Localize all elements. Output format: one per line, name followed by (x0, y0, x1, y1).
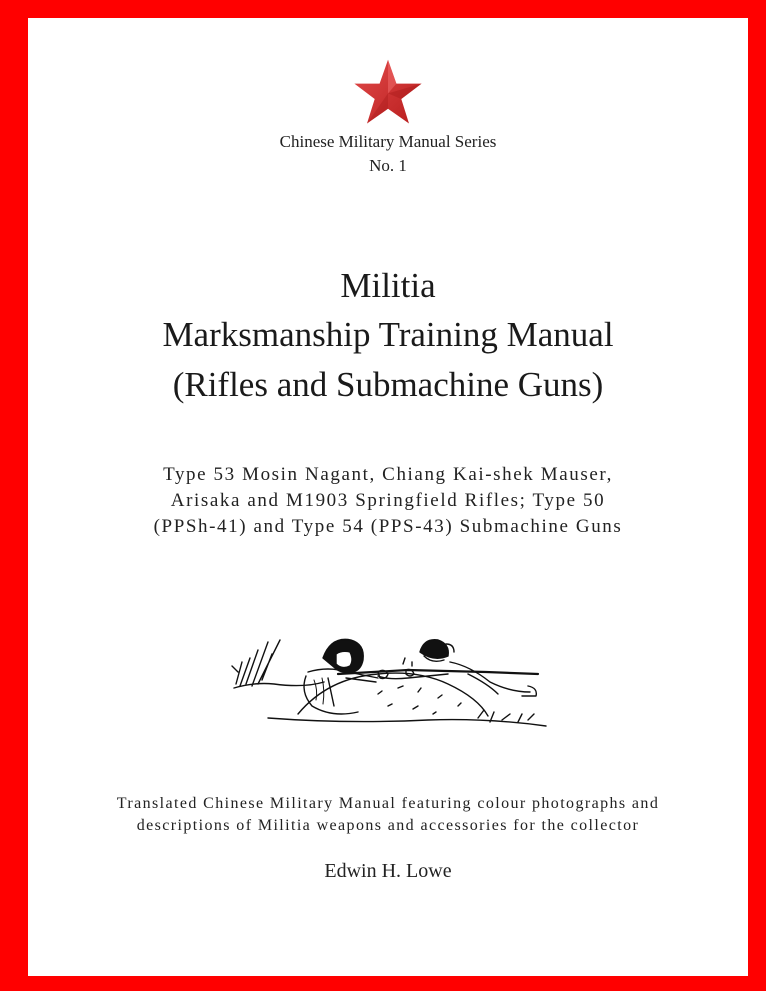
series-name: Chinese Military Manual Series (279, 132, 497, 151)
title-line-2: Marksmanship Training Manual (162, 315, 614, 354)
book-cover (28, 18, 748, 976)
subtitle-line-2: Arisaka and M1903 Springfield Rifles; Type 50 (170, 490, 606, 511)
series-number: No. 1 (369, 156, 407, 175)
title-line-1: Militia (340, 266, 436, 305)
prone-riflemen-illustration (228, 614, 548, 734)
title-line-3: (Rifles and Submachine Guns) (172, 365, 604, 404)
red-star-icon (353, 58, 423, 126)
description-line-1: Translated Chinese Military Manual featuring colour photographs and (116, 795, 660, 812)
subtitle-line-1: Type 53 Mosin Nagant, Chiang Kai-shek Mauser, (163, 464, 613, 485)
description-line-2: descriptions of Militia weapons and accessories for the collector (136, 817, 640, 834)
author-name: Edwin H. Lowe (324, 860, 452, 882)
subtitle-line-3: (PPSh-41) and Type 54 (PPS-43) Submachine Guns (153, 516, 623, 537)
